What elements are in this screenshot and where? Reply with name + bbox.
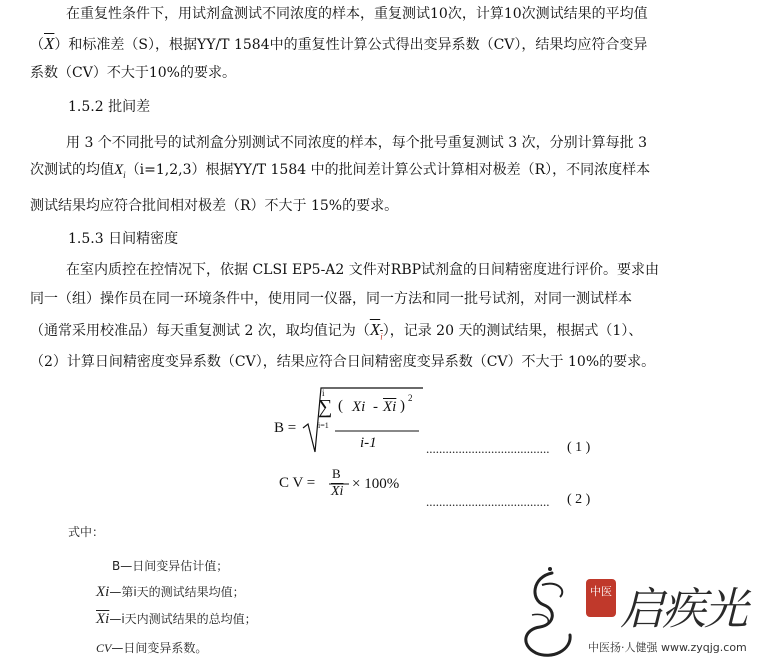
paragraph-repeatability-line3: 系数（CV）不大于10%的要求。 bbox=[30, 65, 236, 81]
paragraph-daily-precision-line2: 同一（组）操作员在同一环境条件中，使用同一仪器，同一方法和同一批号试剂，对同一测试样本 bbox=[30, 291, 632, 307]
definitions-intro: 式中： bbox=[68, 525, 105, 539]
watermark-logo bbox=[512, 565, 766, 661]
formula2-lhs: C V = bbox=[279, 475, 316, 491]
formula1-leader-dots: ...................................... bbox=[426, 441, 550, 456]
sum-symbol: ∑ bbox=[318, 396, 333, 418]
definition-xi: Xi—第i天的测试结果均值； bbox=[96, 584, 245, 600]
heading-1-5-2: 1.5.2 批间差 bbox=[68, 99, 151, 115]
paragraph-repeatability-line2: $(\overline{X})$和标准差（S），根据YY/T 1584中的重复性计算公式得出变异系数（CV），结果均应符合变异 bbox=[30, 34, 648, 53]
definition-cv: CV—日间变异系数。 bbox=[96, 641, 208, 655]
paragraph-repeatability bbox=[30, 2, 746, 27]
paragraph-batch-diff: 用 3 个不同批号的试剂盒分别测试不同浓度的样本，每个批号重复测试 3 次，分别计算每批 3 bbox=[66, 135, 647, 151]
paragraph-daily-precision: 在室内质控在控情况下，依据 CLSI EP5-A2 文件对RBP试剂盒的日间精密度进行评价。要求由 bbox=[66, 262, 660, 278]
heading-1-5-3: 1.5.3 日间精密度 bbox=[68, 231, 179, 247]
x-bar-i-symbol: $X_i$ bbox=[369, 320, 383, 342]
brand-name: 启疾光 bbox=[620, 584, 746, 635]
brand-tagline: 中医扬·人健强 www.zyqjg.com bbox=[588, 641, 747, 654]
seal-stamp: 中医 bbox=[586, 579, 616, 617]
xi-symbol: $X_i$ bbox=[114, 162, 126, 180]
formula1-denominator: i-1 bbox=[360, 435, 377, 451]
formula2-leader-dots: ...................................... bbox=[426, 494, 550, 509]
formula2-number: ( 2 ) bbox=[567, 492, 591, 507]
formula1-number: ( 1 ) bbox=[567, 440, 591, 455]
x-bar-symbol: $\overline{X}$ bbox=[44, 34, 55, 53]
formula1-lhs: B = bbox=[274, 420, 297, 436]
calligraphy-mark-icon bbox=[512, 565, 592, 661]
paragraph-daily-precision-line4: （2）计算日间精密度变异系数（CV），结果应符合日间精密度变异系数（CV）不大于 10%的要求。 bbox=[30, 354, 656, 370]
definition-xbar: $\overline{Xi}—i$天内测试结果的总均值； bbox=[96, 611, 257, 627]
paragraph-batch-diff-line3: 测试结果均应符合批间相对极差（R）不大于 15%的要求。 bbox=[30, 198, 399, 214]
paragraph-daily-precision-line3: （通常采用校准品）每天重复测试 2 次，取均值记为$(X_i)$，记录 20 天的测试结果，根据式（1）、 bbox=[30, 320, 643, 342]
para1-line1: 在重复性条件下，用试剂盒测试不同浓度的样本，重复测试10次，计算10次测试结果的平均值 bbox=[66, 6, 648, 22]
paragraph-batch-diff-line2: 次测试的均值$X_i(i=1,2,3)$根据YY/T 1584 中的批间差计算公式计算相对极差（R），不同浓度样本 bbox=[30, 162, 651, 180]
definition-b: B—日间变异估计值； bbox=[112, 559, 229, 573]
